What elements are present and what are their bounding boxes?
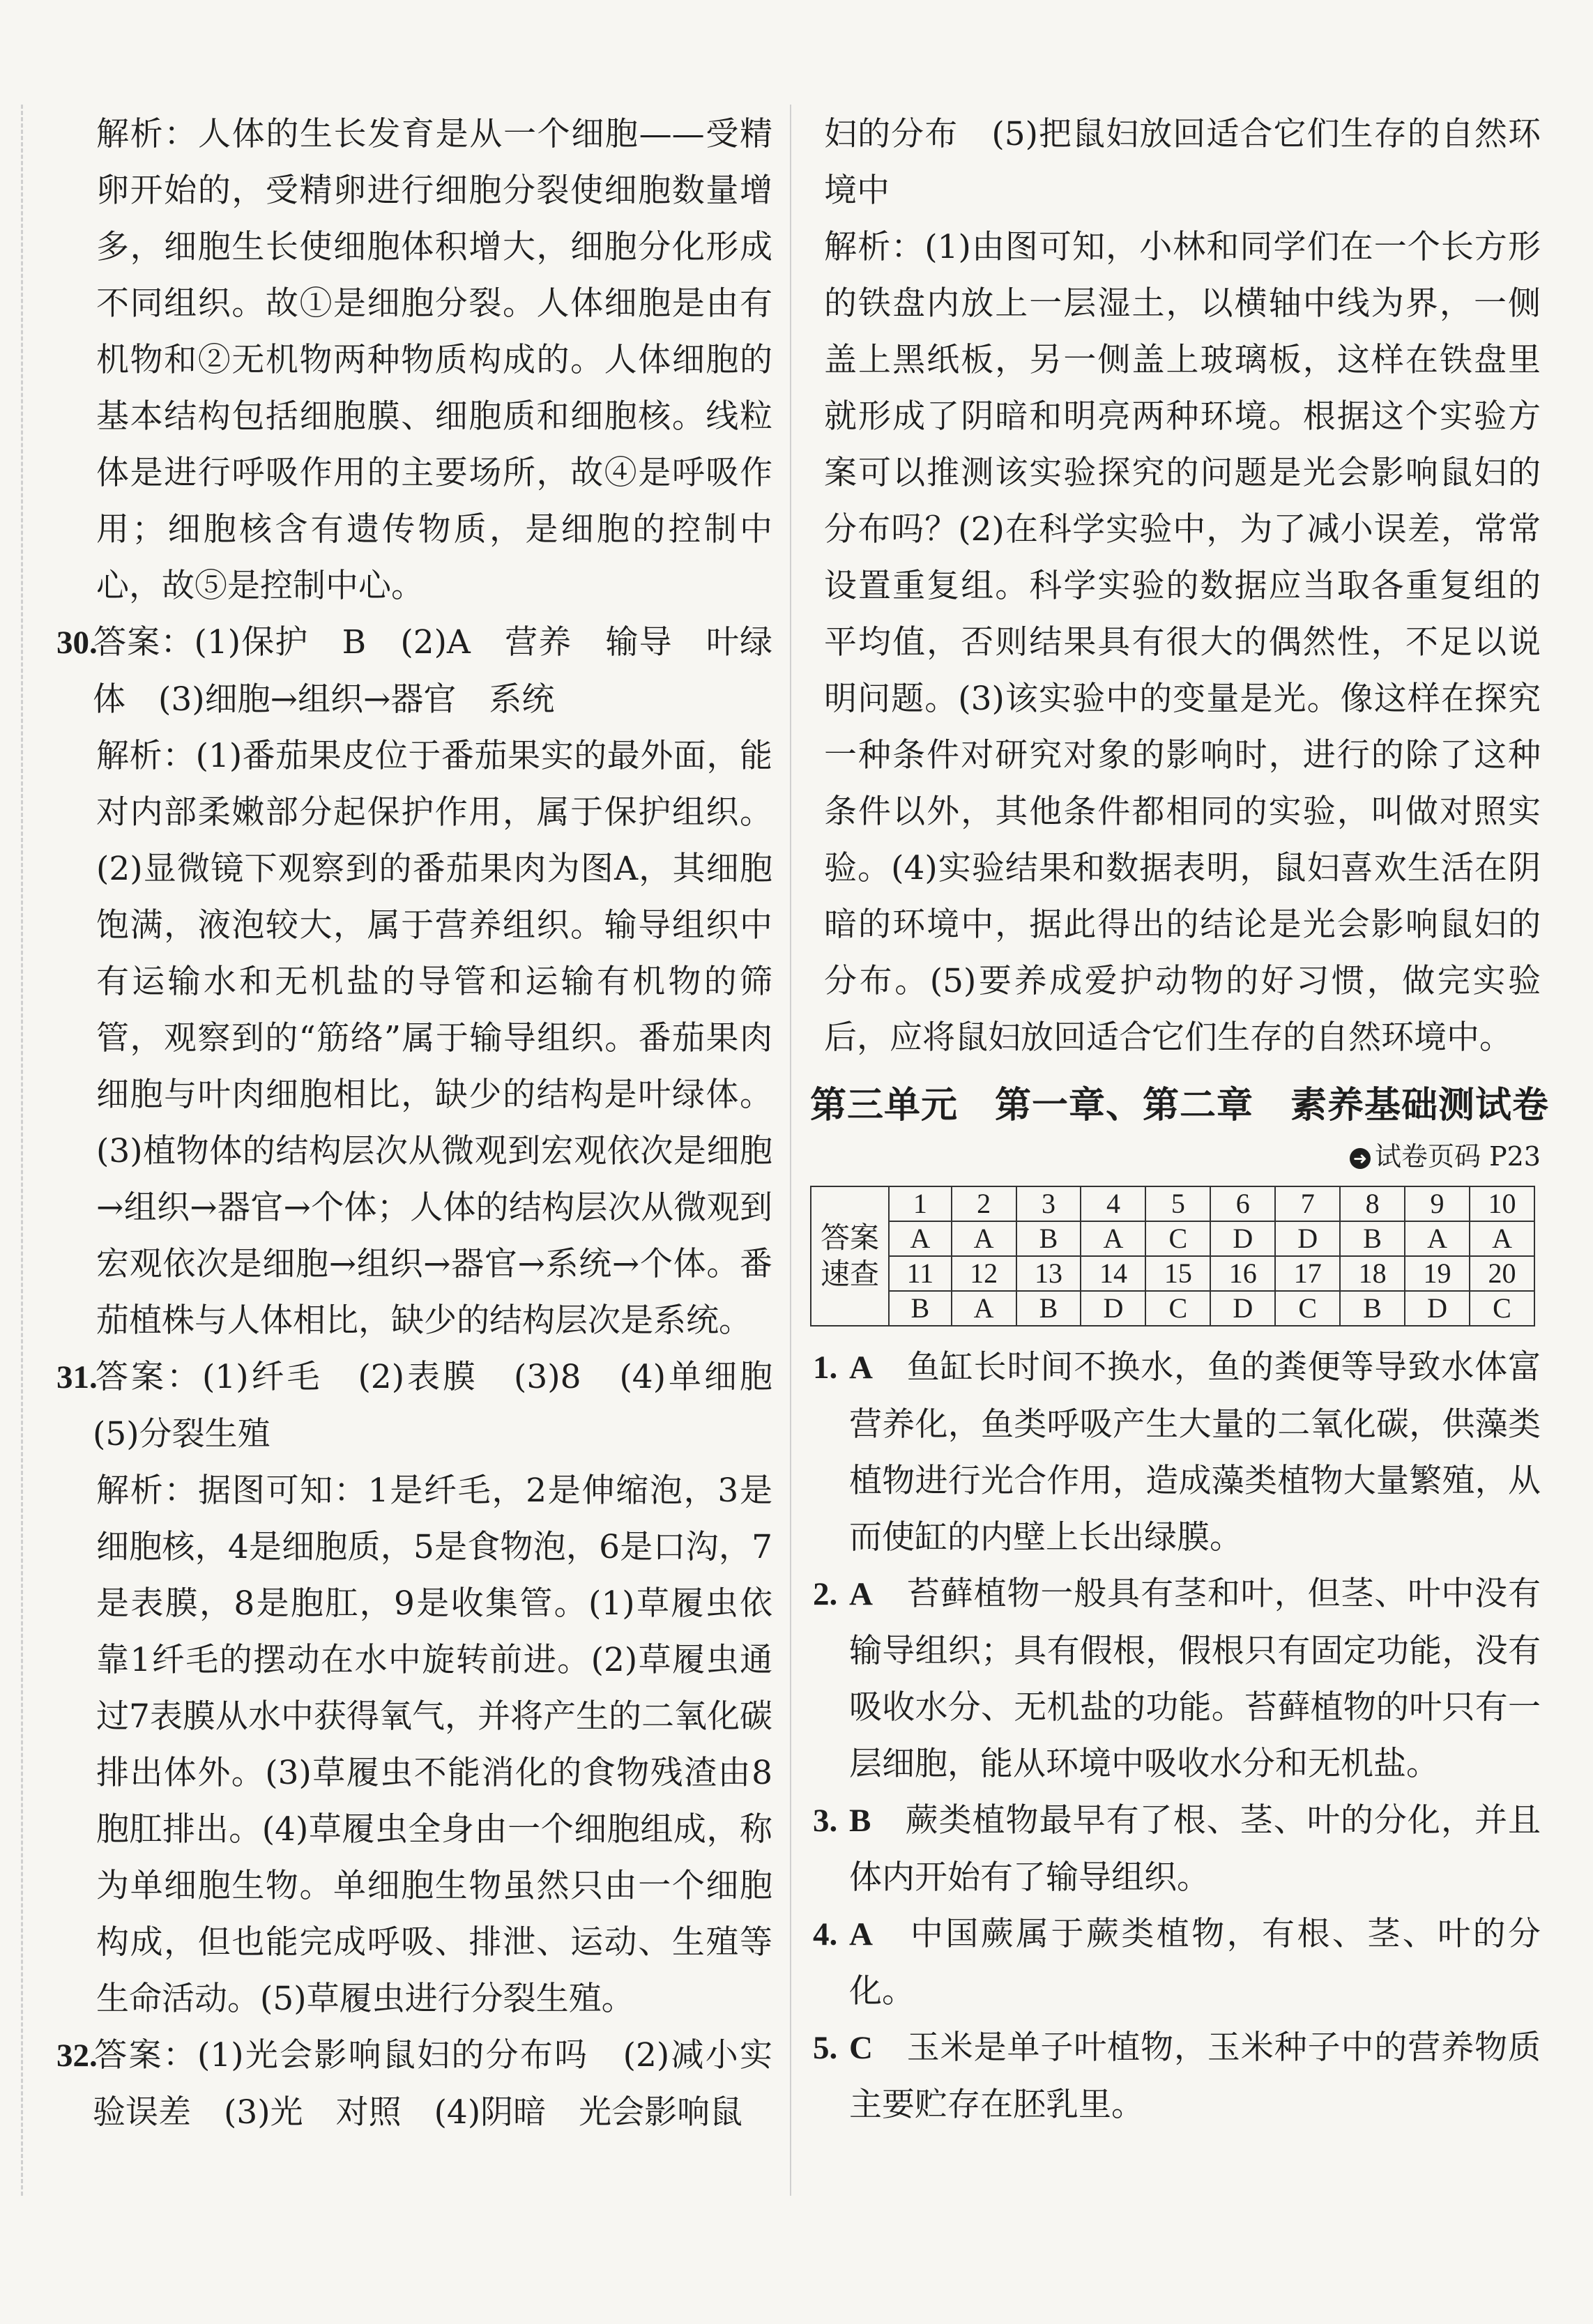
q30-number: 30. [56,625,98,661]
q-num-cell: 2 [952,1186,1016,1221]
answer-cell: B [1016,1221,1081,1256]
mc-item-number: 1. [813,1350,838,1386]
binding-dashed-line [21,105,23,2196]
q31-answer: 答案：(1)纤毛 (2)表膜 (3)8 (4)单细胞 (5)分裂生殖 [93,1358,805,1453]
mc-item-4 [810,1906,1541,2019]
q-num-cell: 17 [1275,1256,1340,1291]
q-num-cell: 4 [1081,1186,1145,1221]
q-num-cell: 18 [1340,1256,1405,1291]
mc-item-number: 4. [813,1916,838,1952]
mc-item-text: 鱼缸长时间不换水，鱼的粪便等导致水体富营养化，鱼类呼吸产生大量的二氧化碳，供藻类植物进行光合作用，造成藻类植物大量繁殖，从而使缸的内壁上长出绿膜。 [849,1348,1541,1557]
q-num-cell: 15 [1145,1256,1210,1291]
q-num-cell: 5 [1145,1186,1210,1221]
q32-answer-start: 答案：(1)光会影响鼠妇的分布吗 (2)减小实验误差 (3)光 对照 (4)阴暗 光会影响鼠 [93,2036,772,2132]
answer-cell: C [1145,1291,1210,1326]
mc-item-text: 苔藓植物一般具有茎和叶，但茎、叶中没有输导组织；具有假根，假根只有固定功能，没有吸收水分、无机盐的功能。苔藓植物的叶只有一层细胞，能从环境中吸收水分和无机盐。 [849,1575,1541,1783]
q-num-cell: 20 [1470,1256,1534,1291]
answer-cell: C [1275,1291,1340,1326]
mc-item-letter: C [849,2030,873,2066]
answer-cell: D [1210,1291,1275,1326]
q32-number: 32. [56,2038,98,2074]
q-num-cell: 19 [1405,1256,1470,1291]
q-num-cell: 8 [1340,1186,1405,1221]
q30-answer: 答案：(1)保护 B (2)A 营养 输导 叶绿体 (3)细胞→组织→器官 系统 [93,623,772,719]
q-num-cell: 9 [1405,1186,1470,1221]
q-num-cell: 11 [889,1256,952,1291]
q-num-cell: 1 [889,1186,952,1221]
mc-item-letter: B [849,1803,871,1839]
mc-item-5 [810,2019,1541,2133]
mc-explanations [810,1339,1541,2133]
left-column [56,106,805,2141]
answer-cell: D [1405,1291,1470,1326]
page-reference [810,1137,1541,1176]
answer-cell: D [1081,1291,1145,1326]
mc-item-number: 5. [813,2030,838,2066]
mc-item-text: 玉米是单子叶植物，玉米种子中的营养物质主要贮存在胚乳里。 [849,2028,1541,2124]
mc-item-letter: A [849,1576,873,1612]
q29-analysis: 解析：人体的生长发育是从一个细胞——受精卵开始的，受精卵进行细胞分裂使细胞数量增多，细胞生长使细胞体积增大，细胞分化形成不同组织。故①是细胞分裂。人体细胞是由有机物和②无机物两种物质构成的。人体细胞的基本结构包括细胞膜、细胞质和细胞核。线粒体是进行呼吸作用的主要场所，故④是呼吸作用；细胞核含有遗传物质，是细胞的控制中心，故⑤是控制中心。 [96,115,772,605]
mc-item-text: 中国蕨属于蕨类植物，有根、茎、叶的分化。 [849,1915,1541,2010]
arrow-right-icon: ➜ [1350,1148,1371,1169]
q32-block-start [56,2027,772,2141]
section-title: 第三单元 第一章、第二章 素养基础测试卷 [810,1085,1550,1126]
answer-cell: B [1340,1291,1405,1326]
q31-block [56,1349,805,2027]
mc-item-2 [810,1566,1541,1792]
q-num-cell: 10 [1470,1186,1534,1221]
q31-analysis: 解析：据图可知：1是纤毛，2是伸缩泡，3是细胞核，4是细胞质，5是食物泡，6是口沟，7是表膜，8是胞肛，9是收集管。(1)草履虫依靠1纤毛的摆动在水中旋转前进。(2)草履虫通过7表膜从水中获得氧气，并将产生的二氧化碳排出体外。(3)草履虫不能消化的食物残渣由8胞肛排出。(4)草履虫全身由一个细胞组成，称为单细胞生物。单细胞生物虽然只由一个细胞构成，但也能完成呼吸、排泄、运动、生殖等生命活动。(5)草履虫进行分裂生殖。 [96,1471,772,2018]
mc-item-letter: A [849,1350,873,1386]
answer-quick-check-table [810,1186,1535,1327]
answer-cell: A [1405,1221,1470,1256]
q32-analysis: 解析：(1)由图可知，小林和同学们在一个长方形的铁盘内放上一层湿土，以横轴中线为界，一侧盖上黑纸板，另一侧盖上玻璃板，这样在铁盘里就形成了阴暗和明亮两种环境。根据这个实验方案可以推测该实验探究的问题是光会影响鼠妇的分布吗？(2)在科学实验中，为了减小误差，常常设置重复组。科学实验的数据应当取各重复组的平均值，否则结果具有很大的偶然性，不足以说明问题。(3)该实验中的变量是光。像这样在探究一种条件对研究对象的影响时，进行的除了这种条件以外，其他条件都相同的实验，叫做对照实验。(4)实验结果和数据表明，鼠妇喜欢生活在阴暗的环境中，据此得出的结论是光会影响鼠妇的分布。(5)要养成爱护动物的好习惯，做完实验后，应将鼠妇放回适合它们生存的自然环境中。 [824,228,1541,1057]
answer-cell: A [1470,1221,1534,1256]
q-num-cell: 13 [1016,1256,1081,1291]
q30-block [56,614,772,1349]
q-num-cell: 6 [1210,1186,1275,1221]
q-num-cell: 16 [1210,1256,1275,1291]
mc-item-number: 2. [813,1576,838,1612]
answer-cell: C [1145,1221,1210,1256]
q32-answer-end: 妇的分布 (5)把鼠妇放回适合它们生存的自然环境中 [824,115,1541,210]
answer-cell: A [1081,1221,1145,1256]
answer-cell: D [1210,1221,1275,1256]
answer-cell: C [1470,1291,1534,1326]
q-num-cell: 7 [1275,1186,1340,1221]
answer-cell: A [952,1221,1016,1256]
q-num-cell: 12 [952,1256,1016,1291]
q-num-cell: 14 [1081,1256,1145,1291]
answer-cell: B [1016,1291,1081,1326]
mc-item-number: 3. [813,1803,838,1839]
answer-cell: A [889,1221,952,1256]
mc-item-3 [810,1792,1541,1906]
q31-number: 31. [56,1359,98,1396]
answer-cell: A [952,1291,1016,1326]
answer-cell: D [1275,1221,1340,1256]
q-num-cell: 3 [1016,1186,1081,1221]
column-divider [790,105,791,2196]
mc-item-text: 蕨类植物最早有了根、茎、叶的分化，并且体内开始有了输导组织。 [849,1801,1541,1897]
answer-cell: B [889,1291,952,1326]
page-reference-text: 试卷页码 P23 [1374,1141,1541,1172]
answer-cell: B [1340,1221,1405,1256]
table-label: 答案速查 [811,1186,889,1326]
mc-item-1 [810,1339,1541,1566]
q30-analysis: 解析：(1)番茄果皮位于番茄果实的最外面，能对内部柔嫩部分起保护作用，属于保护组织。(2)显微镜下观察到的番茄果肉为图A，其细胞饱满，液泡较大，属于营养组织。输导组织中有运输水和无机盐的导管和运输有机物的筛管，观察到的“筋络”属于输导组织。番茄果肉细胞与叶肉细胞相比，缺少的结构是叶绿体。(3)植物体的结构层次从微观到宏观依次是细胞→组织→器官→个体；人体的结构层次从微观到宏观依次是细胞→组织→器官→系统→个体。番茄植株与人体相比，缺少的结构层次是系统。 [96,737,772,1340]
right-column [810,106,1550,2133]
mc-item-letter: A [849,1916,873,1952]
